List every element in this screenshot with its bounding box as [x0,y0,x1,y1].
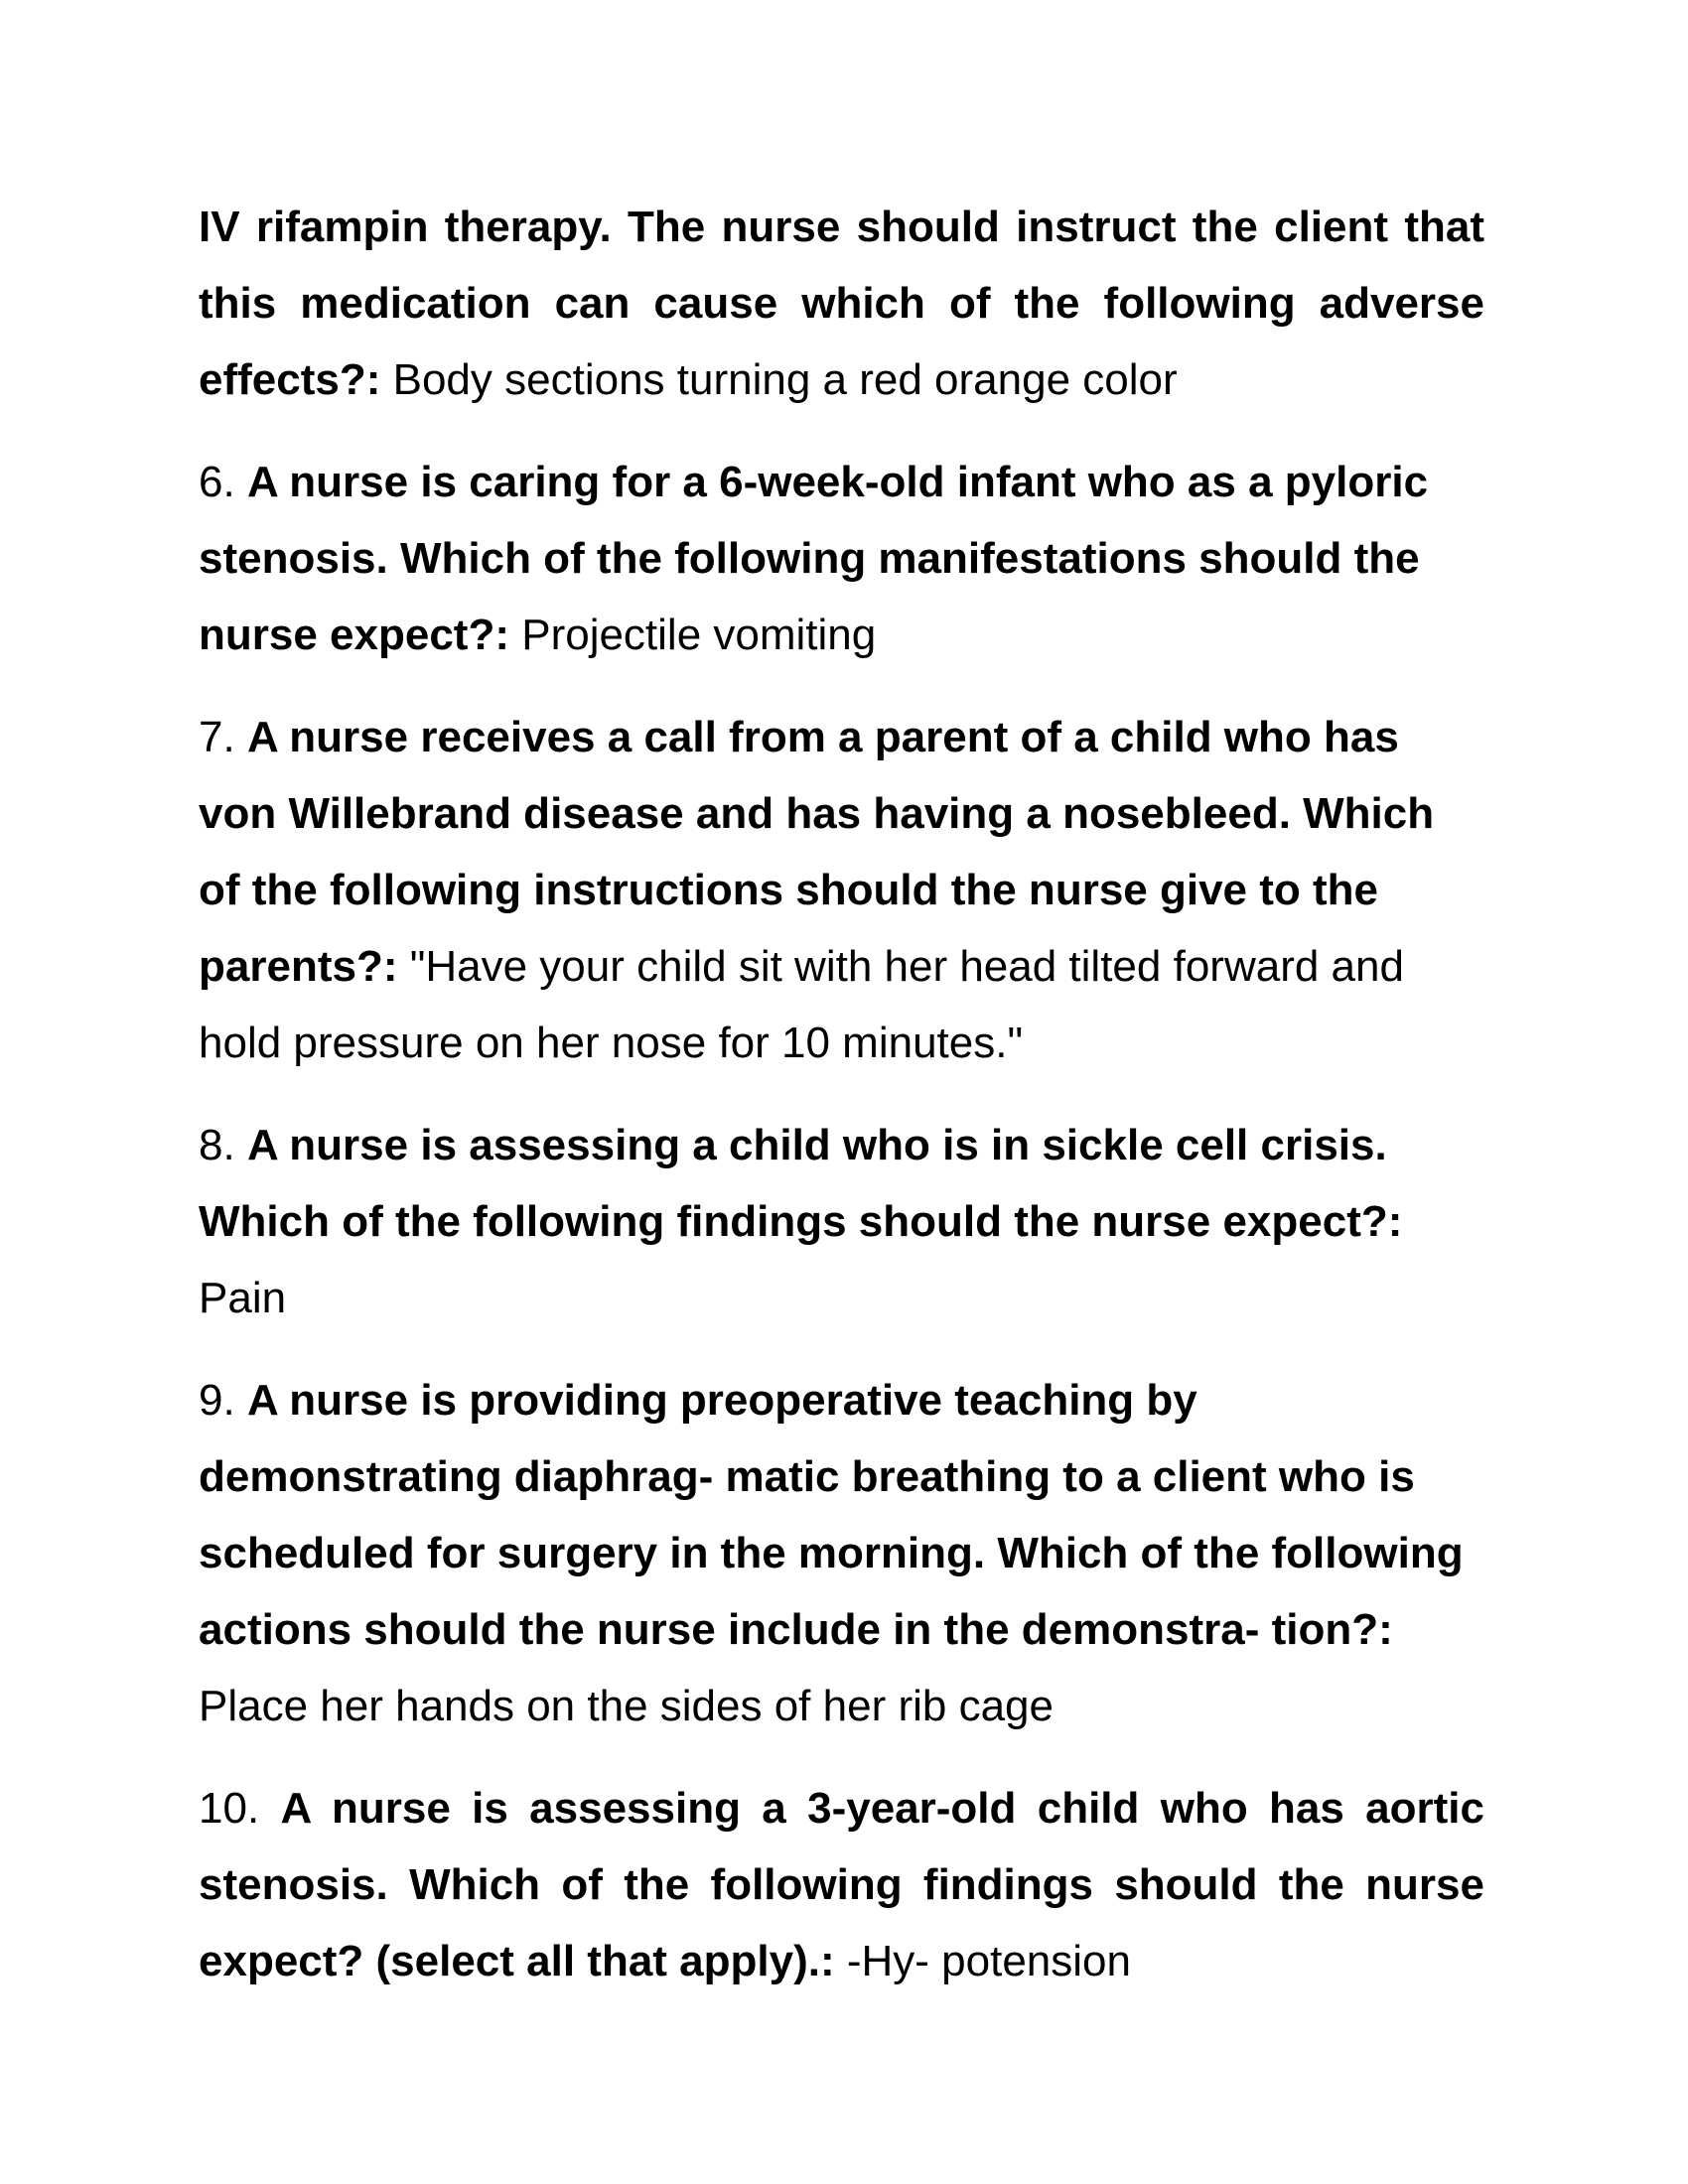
question-number: 8. [199,1121,235,1169]
qa-item-5-continued [199,189,1484,418]
answer-text: Body sections turning a red orange color [392,355,1178,404]
question-number: 7. [199,713,235,761]
answer-text: "Have your child sit with her head tilted forward and hold pressure on her nose for 10 minutes." [199,942,1404,1067]
question-text: A nurse is caring for a 6-week-old infant who as a pyloric stenosis. Which of the following manifestations should the nurse expect?: [199,458,1429,659]
qa-item-9 [199,1362,1484,1744]
question-text: IV rifampin therapy. The nurse should instruct the client that this medication can cause which of the following adverse effects?: [199,203,1484,404]
answer-text: -Hy- potension [846,1937,1131,1985]
answer-text: Pain [199,1274,287,1322]
question-number: 10. [199,1784,260,1833]
question-text: A nurse receives a call from a parent of a child who has von Willebrand disease and has having a nosebleed. Which of the following instructions should the nurse give to the parents?: [199,713,1435,991]
qa-item-10 [199,1770,1484,1999]
document-body [199,189,1484,2025]
qa-item-6 [199,444,1484,673]
answer-text: Projectile vomiting [521,611,877,659]
qa-item-8 [199,1107,1484,1336]
question-text: A nurse is assessing a 3-year-old child who has aortic stenosis. Which of the following findings should the nurse expect? (select all that apply).: [199,1784,1485,1985]
qa-item-7 [199,699,1484,1081]
question-text: A nurse is assessing a child who is in sickle cell crisis. Which of the following findings should the nurse expect?: [199,1121,1403,1246]
question-number: 6. [199,458,235,506]
answer-text: Place her hands on the sides of her rib cage [199,1682,1054,1730]
question-text: A nurse is providing preoperative teaching by demonstrating diaphrag- matic breathing to a client who is scheduled for surgery in the morning. Which of the following actions should the nurse include in the demonstra- tion?: [199,1376,1464,1654]
question-number: 9. [199,1376,235,1425]
